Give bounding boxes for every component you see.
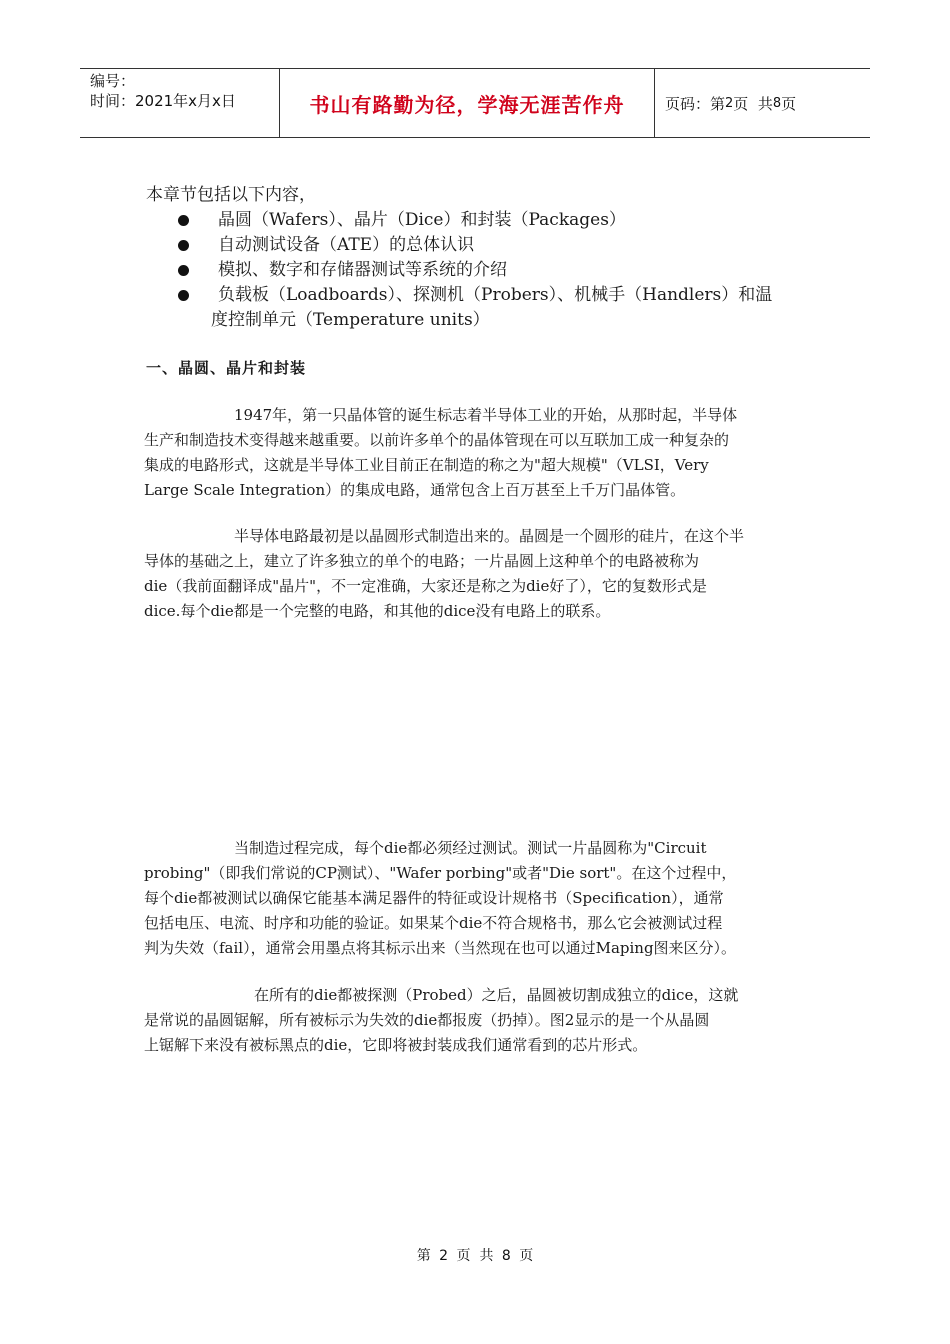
header-page-current: 2 [725,95,734,111]
paragraph: 在所有的die都被探测（Probed）之后，晶圆被切割成独立的dice，这就 是常说的晶圆锯解，所有被标示为失效的die都报废（扔掉）。图2显示的是一个从晶圆 上锯解下来没有被标黑点的die，它即将被封装成我们通常看到的芯片形式。 [144,986,739,1054]
bullet-icon [178,290,189,301]
header-motto: 书山有路勤为径，学海无涯苦作舟 [280,69,655,137]
footer-page-total: 8 [501,1248,511,1264]
content-list [176,208,816,333]
footer-page-current: 2 [439,1248,449,1264]
header-page-total: 8 [772,95,782,111]
number-label: 编号： [90,72,136,90]
paragraph: 半导体电路最初是以晶圆形式制造出来的。晶圆是一个圆形的硅片，在这个半 导体的基础之上，建立了许多独立的单个的电路；一片晶圆上这种单个的电路被称为 die（我前面翻译成"晶片"，不一定准确，大家还是称之为die好了），它的复数形式是 dice.每个die都是一个完整的电路，和其他的dice没有电路上的联系。 [144,527,745,620]
section-heading: 一、晶圆、晶片和封装 [146,359,307,377]
bullet-icon [178,240,189,251]
list-item: 自动测试设备（ATE）的总体认识 [176,233,816,258]
page-footer: 第 2 页 共 8 页 [416,1248,534,1264]
paragraph: 当制造过程完成，每个die都必须经过测试。测试一片晶圆称为"Circuit probing"（即我们常说的CP测试）、"Wafer porbing"或者"Die sort"。在这个过程中， 每个die都被测试以确保它能基本满足器件的特征或设计规格书（Specification），通常 包括电压、电流、时序和功能的验证。如果某个die不符合规格书，那么它会被测试过程 判为失效（fail），通常会用墨点将其标示出来（当然现在也可以通过Maping图来区分）。 [144,839,737,957]
intro-text: 本章节包括以下内容， [146,185,316,205]
header-info [80,69,280,137]
list-item: 晶圆（Wafers）、晶片（Dice）和封装（Packages） [176,208,816,233]
list-item: 模拟、数字和存储器测试等系统的介绍 [176,258,816,283]
page-header [80,68,870,138]
list-item: 负载板（Loadboards）、探测机（Probers）、机械手（Handlers）和温 度控制单元（Temperature units） [176,283,816,333]
header-page-number: 页码：第 2 页 共 8 页 [665,94,797,113]
paragraph: 1947年，第一只晶体管的诞生标志着半导体工业的开始，从那时起，半导体 生产和制造技术变得越来越重要。以前许多单个的晶体管现在可以互联加工成一种复杂的 集成的电路形式，这就是半导体工业目前正在制造的称之为"超大规模"（VLSI，Very Large Scale Integration）的集成电路，通常包含上百万甚至上千万门晶体管。 [144,406,738,499]
bullet-icon [178,265,189,276]
bullet-icon [178,215,189,226]
time-label: 时间：2021年x月x日 [90,92,236,110]
